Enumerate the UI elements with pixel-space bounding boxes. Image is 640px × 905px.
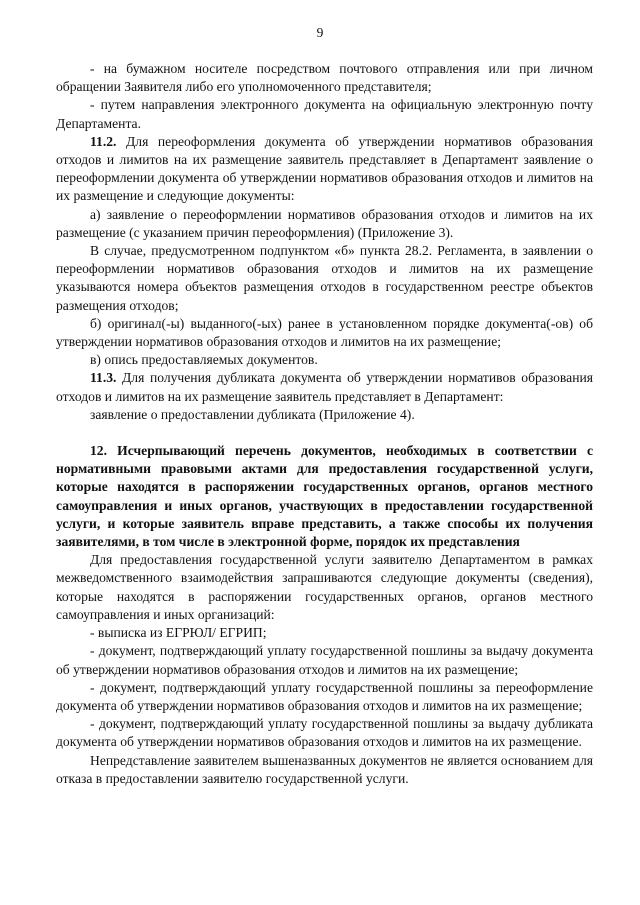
section-text: Для получения дубликата документа об утверждении нормативов образования отходов и лимитов на их размещение заявитель представляет в Департамент: <box>56 370 593 404</box>
section-11-2 <box>56 133 593 206</box>
section-number: 11.2. <box>90 133 117 149</box>
section-11-3 <box>56 369 593 405</box>
section-number: 11.3. <box>90 370 117 386</box>
paragraph: в) опись предоставляемых документов. <box>90 352 318 368</box>
paragraph: В случае, предусмотренном подпунктом «б» пункта 28.2. Регламента, в заявлении о переоформлении нормативов образования отходов и лимитов на их размещение указываются номера объектов размещения отходов в государственном реестре объектов размещения отходов; <box>56 243 593 313</box>
paragraph: Для предоставления государственной услуги заявителю Департаментом в рамках межведомственного взаимодействия запрашиваются следующие документы (сведения), которые находятся в распоряжении государственных органов, органов местного самоуправления и иных организаций: <box>56 552 593 622</box>
list-item: - документ, подтверждающий уплату государственной пошлины за выдачу дубликата документа об утверждении нормативов образования отходов и лимитов на их размещение. <box>56 716 593 750</box>
list-item: - документ, подтверждающий уплату государственной пошлины за выдачу документа об утверждении нормативов образования отходов и лимитов на их размещение; <box>56 643 593 677</box>
paragraph: Непредставление заявителем вышеназванных документов не является основанием для отказа в предоставлении заявителю государственной услуги. <box>56 752 593 786</box>
section-heading-12: 12. Исчерпывающий перечень документов, необходимых в соответствии с нормативными правовыми актами для предоставления государственной услуги, которые находятся в распоряжении государственных органов, органов местного самоуправления и иных органов, участвующих в предоставлении государственной услуги, и которые заявитель вправе представить, а также способы их получения заявителями, в том числе в электронной форме, порядок их представления <box>56 443 593 550</box>
page-content <box>56 60 593 788</box>
paragraph: заявление о предоставлении дубликата (Приложение 4). <box>90 406 415 422</box>
list-item: - документ, подтверждающий уплату государственной пошлины за переоформление документа об утверждении нормативов образования отходов и лимитов на их размещение; <box>56 679 593 713</box>
spacer <box>56 424 593 442</box>
section-text: Для переоформления документа об утверждении нормативов образования отходов и лимитов на их размещение заявитель представляет в Департамент заявление о переоформлении документа об утверждении нормативов образования отходов и лимитов на их размещение и следующие документы: <box>56 133 593 204</box>
list-item: - выписка из ЕГРЮЛ/ ЕГРИП; <box>90 625 267 641</box>
paragraph: б) оригинал(-ы) выданного(-ых) ранее в установленном порядке документа(-ов) об утверждении нормативов образования отходов и лимитов на их размещение; <box>56 315 593 350</box>
paragraph: - путем направления электронного документа на официальную электронную почту Департамента. <box>56 97 593 131</box>
page-number: 9 <box>316 25 324 40</box>
paragraph: а) заявление о переоформлении нормативов образования отходов и лимитов на их размещение (с указанием причин переоформления) (Приложение 3). <box>56 206 593 240</box>
paragraph: - на бумажном носителе посредством почтового отправления или при личном обращении Заявителя либо его уполномоченного представителя; <box>56 61 593 95</box>
